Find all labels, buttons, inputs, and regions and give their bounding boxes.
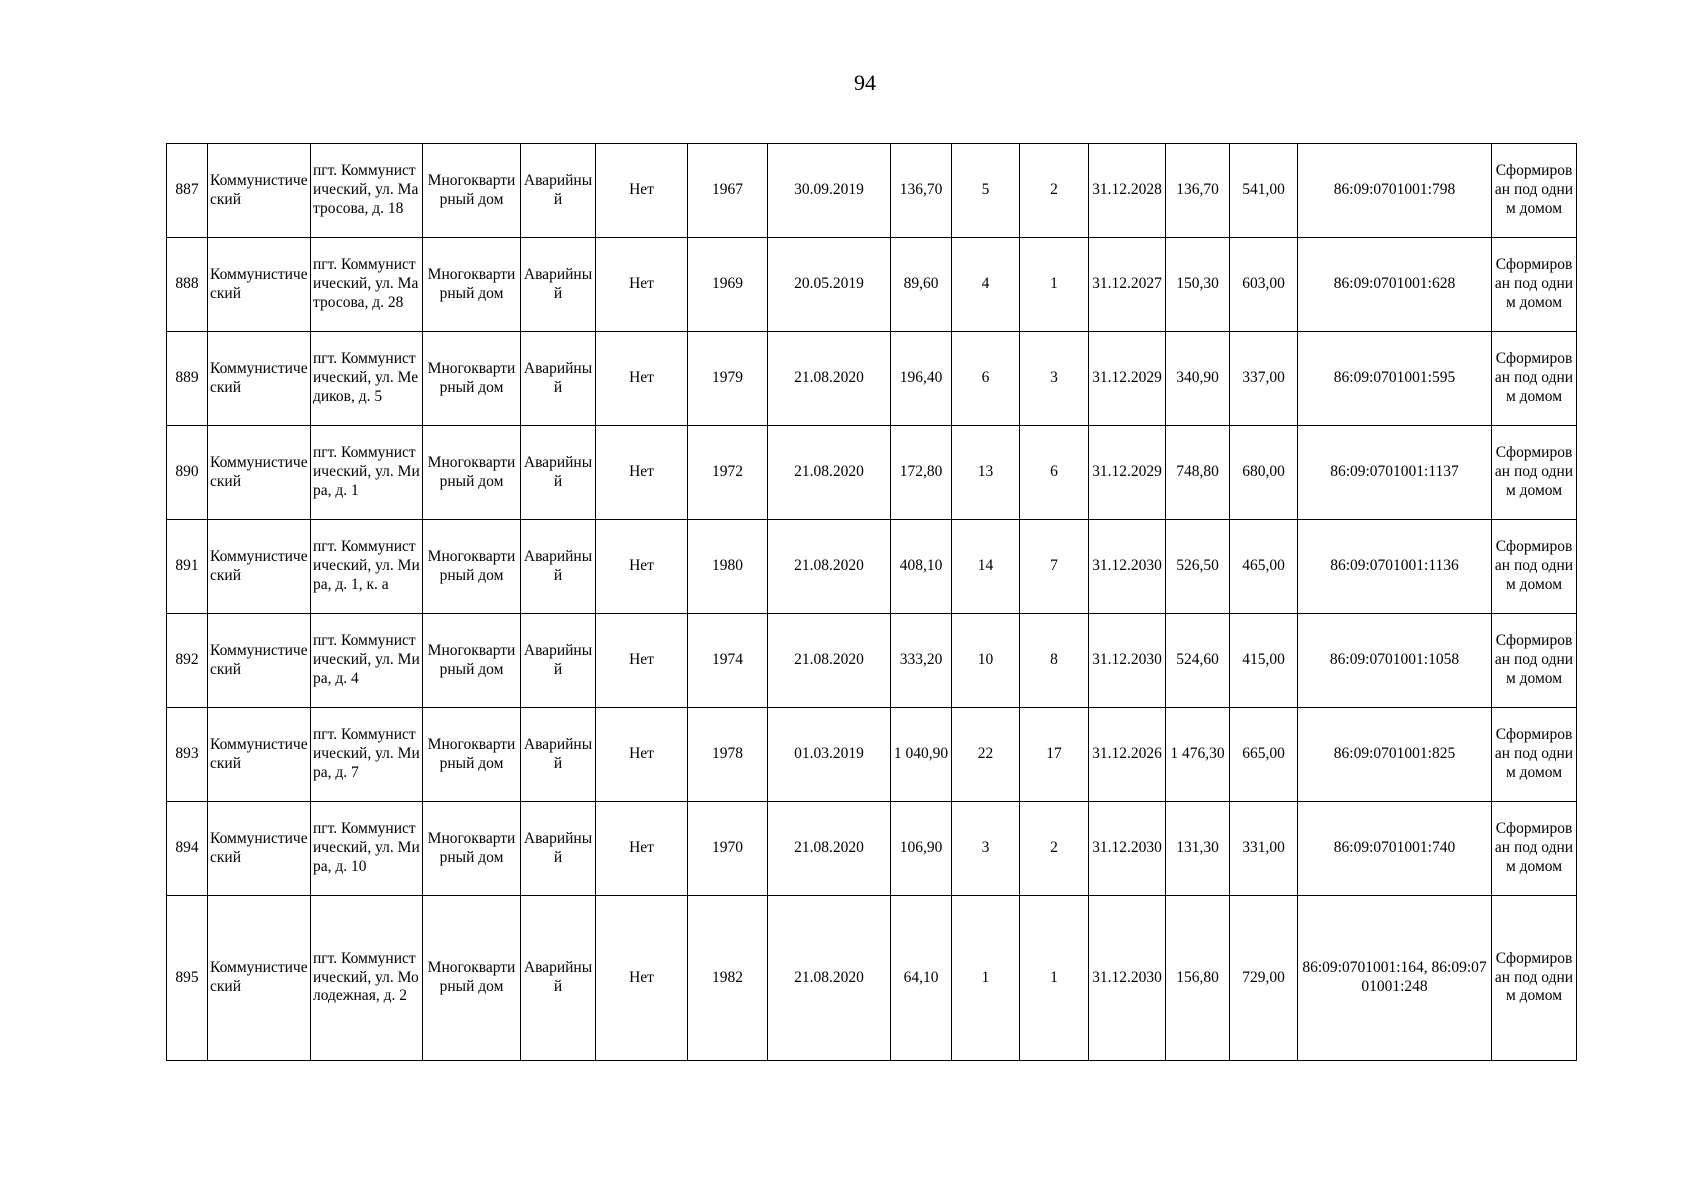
recognition-date-cell: 21.08.2020 xyxy=(768,896,891,1061)
resettlement-area-cell: 106,90 xyxy=(891,802,952,896)
residents-count-cell: 1 xyxy=(952,896,1020,1061)
house-type-cell: Многоквартирный дом xyxy=(423,426,521,520)
cadastral-number-cell: 86:09:0701001:164, 86:09:0701001:248 xyxy=(1298,896,1492,1061)
total-area-cell: 524,60 xyxy=(1166,614,1230,708)
cadastral-number-cell: 86:09:0701001:740 xyxy=(1298,802,1492,896)
amount-cell: 337,00 xyxy=(1230,332,1298,426)
housing-registry-table xyxy=(166,143,1577,1061)
amount-cell: 331,00 xyxy=(1230,802,1298,896)
page-number: 94 xyxy=(854,70,876,95)
resettlement-area-cell: 136,70 xyxy=(891,144,952,238)
recognition-date-cell: 01.03.2019 xyxy=(768,708,891,802)
resettlement-area-cell: 172,80 xyxy=(891,426,952,520)
table-row xyxy=(167,426,1577,520)
residents-count-cell: 5 xyxy=(952,144,1020,238)
recognition-date-cell: 21.08.2020 xyxy=(768,802,891,896)
address-cell: пгт. Коммунистический, ул. Мира, д. 1 xyxy=(311,426,423,520)
residents-count-cell: 22 xyxy=(952,708,1020,802)
address-cell: пгт. Коммунистический, ул. Мира, д. 4 xyxy=(311,614,423,708)
note-cell: Сформирован под одним домом xyxy=(1492,802,1577,896)
row-number-cell: 889 xyxy=(167,332,208,426)
cadastral-number-cell: 86:09:0701001:798 xyxy=(1298,144,1492,238)
residents-count-cell: 14 xyxy=(952,520,1020,614)
premises-count-cell: 17 xyxy=(1020,708,1089,802)
total-area-cell: 131,30 xyxy=(1166,802,1230,896)
resettlement-area-cell: 196,40 xyxy=(891,332,952,426)
deadline-date-cell: 31.12.2027 xyxy=(1089,238,1166,332)
total-area-cell: 136,70 xyxy=(1166,144,1230,238)
municipality-cell: Коммунистический xyxy=(208,520,311,614)
table-row xyxy=(167,896,1577,1061)
amount-cell: 541,00 xyxy=(1230,144,1298,238)
table-row xyxy=(167,238,1577,332)
amount-cell: 680,00 xyxy=(1230,426,1298,520)
total-area-cell: 1 476,30 xyxy=(1166,708,1230,802)
total-area-cell: 340,90 xyxy=(1166,332,1230,426)
municipality-cell: Коммунистический xyxy=(208,802,311,896)
cadastral-number-cell: 86:09:0701001:825 xyxy=(1298,708,1492,802)
note-cell: Сформирован под одним домом xyxy=(1492,332,1577,426)
total-area-cell: 526,50 xyxy=(1166,520,1230,614)
premises-count-cell: 1 xyxy=(1020,896,1089,1061)
house-type-cell: Многоквартирный дом xyxy=(423,144,521,238)
table-row xyxy=(167,520,1577,614)
row-number-cell: 894 xyxy=(167,802,208,896)
deadline-date-cell: 31.12.2029 xyxy=(1089,426,1166,520)
table-row xyxy=(167,614,1577,708)
recognition-date-cell: 21.08.2020 xyxy=(768,520,891,614)
house-type-cell: Многоквартирный дом xyxy=(423,238,521,332)
address-cell: пгт. Коммунистический, ул. Молодежная, д. 2 xyxy=(311,896,423,1061)
deadline-date-cell: 31.12.2030 xyxy=(1089,802,1166,896)
deadline-date-cell: 31.12.2030 xyxy=(1089,614,1166,708)
recognition-date-cell: 20.05.2019 xyxy=(768,238,891,332)
house-type-cell: Многоквартирный дом xyxy=(423,332,521,426)
year-built-cell: 1972 xyxy=(688,426,768,520)
total-area-cell: 156,80 xyxy=(1166,896,1230,1061)
condition-cell: Аварийный xyxy=(521,144,596,238)
note-cell: Сформирован под одним домом xyxy=(1492,238,1577,332)
condition-cell: Аварийный xyxy=(521,332,596,426)
table-row xyxy=(167,144,1577,238)
flag-cell: Нет xyxy=(596,802,688,896)
condition-cell: Аварийный xyxy=(521,896,596,1061)
municipality-cell: Коммунистический xyxy=(208,896,311,1061)
residents-count-cell: 3 xyxy=(952,802,1020,896)
total-area-cell: 150,30 xyxy=(1166,238,1230,332)
deadline-date-cell: 31.12.2028 xyxy=(1089,144,1166,238)
premises-count-cell: 3 xyxy=(1020,332,1089,426)
deadline-date-cell: 31.12.2030 xyxy=(1089,520,1166,614)
municipality-cell: Коммунистический xyxy=(208,426,311,520)
flag-cell: Нет xyxy=(596,614,688,708)
year-built-cell: 1967 xyxy=(688,144,768,238)
amount-cell: 465,00 xyxy=(1230,520,1298,614)
deadline-date-cell: 31.12.2029 xyxy=(1089,332,1166,426)
cadastral-number-cell: 86:09:0701001:595 xyxy=(1298,332,1492,426)
municipality-cell: Коммунистический xyxy=(208,332,311,426)
residents-count-cell: 4 xyxy=(952,238,1020,332)
flag-cell: Нет xyxy=(596,144,688,238)
cadastral-number-cell: 86:09:0701001:628 xyxy=(1298,238,1492,332)
table-body xyxy=(167,144,1577,1061)
note-cell: Сформирован под одним домом xyxy=(1492,520,1577,614)
flag-cell: Нет xyxy=(596,896,688,1061)
flag-cell: Нет xyxy=(596,520,688,614)
condition-cell: Аварийный xyxy=(521,238,596,332)
condition-cell: Аварийный xyxy=(521,520,596,614)
note-cell: Сформирован под одним домом xyxy=(1492,144,1577,238)
amount-cell: 603,00 xyxy=(1230,238,1298,332)
condition-cell: Аварийный xyxy=(521,614,596,708)
resettlement-area-cell: 89,60 xyxy=(891,238,952,332)
resettlement-area-cell: 1 040,90 xyxy=(891,708,952,802)
house-type-cell: Многоквартирный дом xyxy=(423,520,521,614)
note-cell: Сформирован под одним домом xyxy=(1492,896,1577,1061)
cadastral-number-cell: 86:09:0701001:1137 xyxy=(1298,426,1492,520)
address-cell: пгт. Коммунистический, ул. Мира, д. 10 xyxy=(311,802,423,896)
year-built-cell: 1970 xyxy=(688,802,768,896)
address-cell: пгт. Коммунистический, ул. Матросова, д. 28 xyxy=(311,238,423,332)
table-row xyxy=(167,708,1577,802)
house-type-cell: Многоквартирный дом xyxy=(423,802,521,896)
note-cell: Сформирован под одним домом xyxy=(1492,708,1577,802)
recognition-date-cell: 21.08.2020 xyxy=(768,426,891,520)
house-type-cell: Многоквартирный дом xyxy=(423,896,521,1061)
premises-count-cell: 1 xyxy=(1020,238,1089,332)
recognition-date-cell: 21.08.2020 xyxy=(768,614,891,708)
amount-cell: 665,00 xyxy=(1230,708,1298,802)
total-area-cell: 748,80 xyxy=(1166,426,1230,520)
condition-cell: Аварийный xyxy=(521,426,596,520)
recognition-date-cell: 21.08.2020 xyxy=(768,332,891,426)
resettlement-area-cell: 64,10 xyxy=(891,896,952,1061)
note-cell: Сформирован под одним домом xyxy=(1492,614,1577,708)
address-cell: пгт. Коммунистический, ул. Мира, д. 7 xyxy=(311,708,423,802)
cadastral-number-cell: 86:09:0701001:1136 xyxy=(1298,520,1492,614)
deadline-date-cell: 31.12.2026 xyxy=(1089,708,1166,802)
house-type-cell: Многоквартирный дом xyxy=(423,614,521,708)
row-number-cell: 888 xyxy=(167,238,208,332)
year-built-cell: 1980 xyxy=(688,520,768,614)
address-cell: пгт. Коммунистический, ул. Медиков, д. 5 xyxy=(311,332,423,426)
resettlement-area-cell: 333,20 xyxy=(891,614,952,708)
cadastral-number-cell: 86:09:0701001:1058 xyxy=(1298,614,1492,708)
year-built-cell: 1974 xyxy=(688,614,768,708)
row-number-cell: 893 xyxy=(167,708,208,802)
amount-cell: 729,00 xyxy=(1230,896,1298,1061)
address-cell: пгт. Коммунистический, ул. Мира, д. 1, к. а xyxy=(311,520,423,614)
premises-count-cell: 8 xyxy=(1020,614,1089,708)
flag-cell: Нет xyxy=(596,426,688,520)
note-cell: Сформирован под одним домом xyxy=(1492,426,1577,520)
premises-count-cell: 2 xyxy=(1020,802,1089,896)
deadline-date-cell: 31.12.2030 xyxy=(1089,896,1166,1061)
house-type-cell: Многоквартирный дом xyxy=(423,708,521,802)
year-built-cell: 1982 xyxy=(688,896,768,1061)
row-number-cell: 890 xyxy=(167,426,208,520)
resettlement-area-cell: 408,10 xyxy=(891,520,952,614)
municipality-cell: Коммунистический xyxy=(208,144,311,238)
flag-cell: Нет xyxy=(596,238,688,332)
amount-cell: 415,00 xyxy=(1230,614,1298,708)
row-number-cell: 895 xyxy=(167,896,208,1061)
row-number-cell: 892 xyxy=(167,614,208,708)
row-number-cell: 887 xyxy=(167,144,208,238)
residents-count-cell: 13 xyxy=(952,426,1020,520)
premises-count-cell: 6 xyxy=(1020,426,1089,520)
flag-cell: Нет xyxy=(596,332,688,426)
premises-count-cell: 7 xyxy=(1020,520,1089,614)
table-row xyxy=(167,332,1577,426)
row-number-cell: 891 xyxy=(167,520,208,614)
municipality-cell: Коммунистический xyxy=(208,238,311,332)
residents-count-cell: 10 xyxy=(952,614,1020,708)
municipality-cell: Коммунистический xyxy=(208,614,311,708)
year-built-cell: 1978 xyxy=(688,708,768,802)
flag-cell: Нет xyxy=(596,708,688,802)
year-built-cell: 1979 xyxy=(688,332,768,426)
condition-cell: Аварийный xyxy=(521,802,596,896)
recognition-date-cell: 30.09.2019 xyxy=(768,144,891,238)
year-built-cell: 1969 xyxy=(688,238,768,332)
table-row xyxy=(167,802,1577,896)
residents-count-cell: 6 xyxy=(952,332,1020,426)
address-cell: пгт. Коммунистический, ул. Матросова, д. 18 xyxy=(311,144,423,238)
condition-cell: Аварийный xyxy=(521,708,596,802)
premises-count-cell: 2 xyxy=(1020,144,1089,238)
municipality-cell: Коммунистический xyxy=(208,708,311,802)
